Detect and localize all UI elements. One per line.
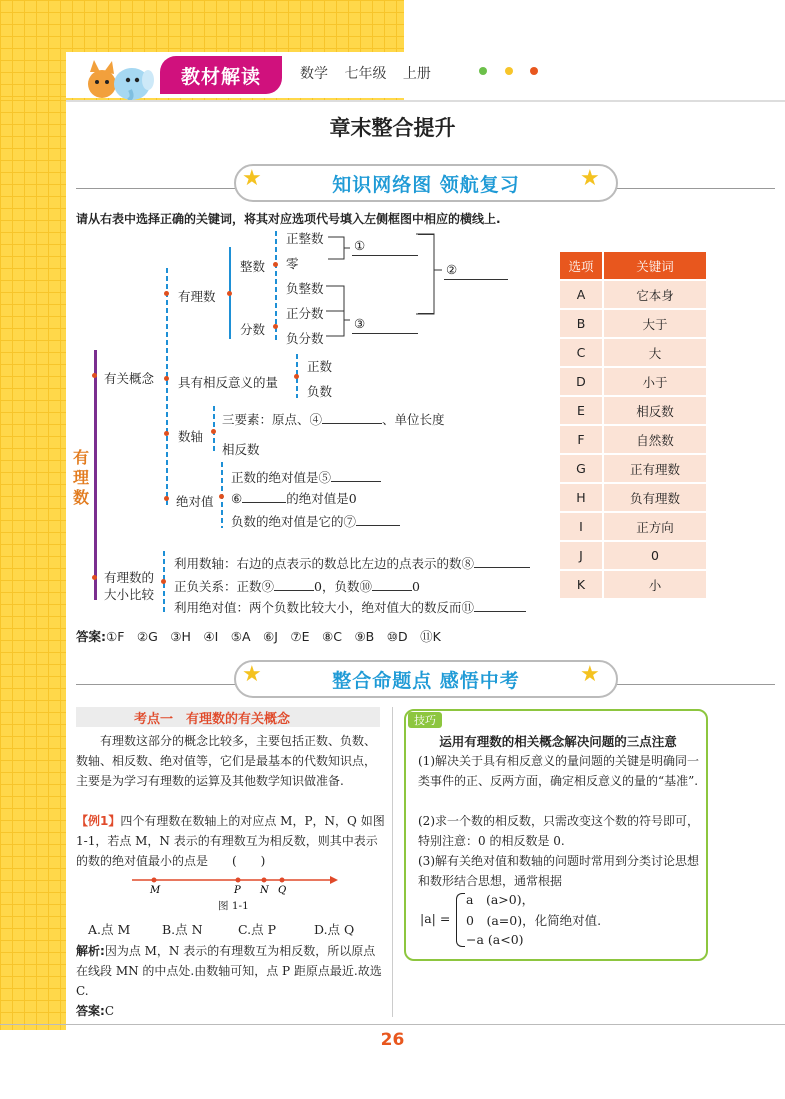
tip-point-3: (3)解有关绝对值和数轴的问题时常用到分类讨论思想和数形结合思想，通常根据 [418,854,700,888]
abs-formula-lhs: |a| = [420,911,451,926]
bullet-dot [92,373,97,378]
star-icon: ★ [580,662,600,687]
concepts-bracket [166,268,168,508]
opposite-numbers: 相反数 [222,442,260,457]
header-divider [66,100,785,102]
bullet-dot [164,376,169,381]
bullet-dot [227,291,232,296]
table-row: J 0 [560,542,706,569]
mascot-illustration [82,58,154,102]
table-row: A 它本身 [560,281,706,308]
example-analysis: 解析:因为点 M，N 表示的有理数互为相反数，所以原点在线段 MN 的中点处.由数轴可知，点 P 距原点最近.故选 C. [76,944,382,998]
blank-3-ext [418,313,434,314]
concepts-label: 有关概念 [104,371,155,386]
figure-caption: 图 1-1 [218,900,249,912]
topic-heading: 考点一 有理数的有关概念 [76,707,380,727]
left-grid-margin [0,100,66,1030]
fraction-label: 分数 [240,322,266,337]
table-header: 选项 [560,252,602,279]
compare-rule-1: 利用数轴：右边的点表示的数总比左边的点表示的数⑧ [174,554,530,572]
opposite-quantity-label: 具有相反意义的量 [178,375,279,390]
formula-brace [456,893,465,947]
header-dot-green [479,67,487,75]
table-row: I 正方向 [560,513,706,540]
absolute-value-label: 绝对值 [176,494,214,509]
three-elements: 三要素：原点、④ 、单位长度 [222,412,445,427]
abs-case-2: 0 (a=0)，化简绝对值. [466,913,602,928]
example-1: 【例1】四个有理数在数轴上的对应点 M，P，N，Q 如图1-1，若点 M，N 表示的有理数互为相反数，则其中表示的数的绝对值最小的点是 ( ) [76,814,385,868]
compare-label-2: 大小比较 [104,587,155,602]
bullet-dot [273,262,278,267]
point-label-n: N [260,885,269,896]
subject: 数学 [300,66,328,82]
example-answer: 答案:C [76,1004,114,1018]
instruction: 请从右表中选择正确的关键词，将其对应选项代号填入左侧框图中相应的横线上. [76,212,501,226]
section-title: 整合命题点 感悟中考 [234,660,618,698]
column-divider [392,707,393,1017]
root-label: 有理数 [73,448,90,507]
abs-rule-3: 负数的绝对值是它的⑦ [231,512,400,530]
compare-rule-3: 利用绝对值：两个负数比较大小，绝对值大的数反而⑪ [174,598,526,616]
abs-case-1: a (a>0)， [466,892,535,907]
positive-integer: 正整数 [286,231,324,246]
header-dot-orange [530,67,538,75]
table-row: C 大 [560,339,706,366]
star-icon: ★ [242,166,262,191]
abs-rule-1: 正数的绝对值是⑤ [231,468,381,486]
grade: 七年级 [344,66,387,82]
mindmap-connector-lines [320,228,520,348]
option-c: C.点 P [238,922,276,937]
blank-2: ② [446,262,458,277]
negative-fraction: 负分数 [286,331,324,346]
section-banner-knowledge-map [66,162,785,202]
star-icon: ★ [242,662,262,687]
option-a: A.点 M [88,922,131,937]
section-banner-exam [66,658,785,698]
abs-rule-2: ⑥ 的绝对值是0 [231,491,357,506]
bullet-dot [211,429,216,434]
blank-1-ext [418,234,434,235]
bullet-dot [294,374,299,379]
blank-3: ③ [354,316,366,331]
mindmap-answers: 答案:①F ②G ③H ④I ⑤A ⑥J ⑦E ⑧C ⑨B ⑩D ⑪K [76,629,441,644]
tip-point-2: (2)求一个数的相反数，只需改变这个数的符号即可，特别注意：0 的相反数是 0. [418,814,700,848]
bullet-dot [92,575,97,580]
option-b: B.点 N [162,922,203,937]
negative-integer: 负整数 [286,281,324,296]
header-book-info [300,63,443,83]
keyword-table [558,250,708,600]
star-icon: ★ [580,166,600,191]
point-label-m: M [150,885,161,896]
table-row: G 正有理数 [560,455,706,482]
option-d: D.点 Q [314,922,355,937]
tip-title: 运用有理数的相关概念解决问题的三点注意 [439,734,677,749]
table-row: F 自然数 [560,426,706,453]
page-number: 26 [380,1030,405,1050]
tip-tag: 技巧 [408,712,442,728]
bullet-dot [219,494,224,499]
footer-divider [0,1024,785,1025]
bullet-dot [161,579,166,584]
integer-label: 整数 [240,259,266,274]
table-header: 关键词 [604,252,706,279]
compare-label-1: 有理数的 [104,570,155,585]
positive-number: 正数 [307,359,333,374]
zero: 零 [286,256,299,271]
bullet-dot [164,431,169,436]
number-line-label: 数轴 [178,429,204,444]
header-dot-yellow [505,67,513,75]
point-label-p: P [234,885,241,896]
blank-3-line [352,333,418,334]
number-line-figure [130,874,342,896]
topic-intro: 有理数这部分的概念比较多，主要包括正数、负数、数轴、相反数、绝对值等，它们是最基本的代数知识点，主要是为学习有理数的运算及其他数学知识做准备. [76,734,377,788]
table-row: H 负有理数 [560,484,706,511]
table-row: E 相反数 [560,397,706,424]
table-row: B 大于 [560,310,706,337]
blank-1-line [352,255,418,256]
section-title: 知识网络图 领航复习 [234,164,618,202]
tip-point-1: (1)解决关于具有相反意义的量问题的关键是明确同一类事件的正、反两方面，确定相反意义的量的“基准”. [418,754,700,788]
compare-rule-2: 正负关系：正数⑨ 0，负数⑩ 0 [174,579,420,594]
header-tag: 教材解读 [160,56,282,94]
page-title: 章末整合提升 [329,116,456,140]
bullet-dot [164,291,169,296]
table-row: D 小于 [560,368,706,395]
bullet-dot [164,496,169,501]
positive-fraction: 正分数 [286,306,324,321]
table-row: K 小 [560,571,706,598]
abs-case-3: −a (a<0) [466,932,524,947]
blank-2-line [444,279,508,280]
point-label-q: Q [278,885,287,896]
root-bracket [94,350,97,600]
rational-label: 有理数 [178,289,216,304]
volume: 上册 [402,66,431,82]
blank-1: ① [354,238,366,253]
bullet-dot [273,324,278,329]
negative-number: 负数 [307,384,333,399]
